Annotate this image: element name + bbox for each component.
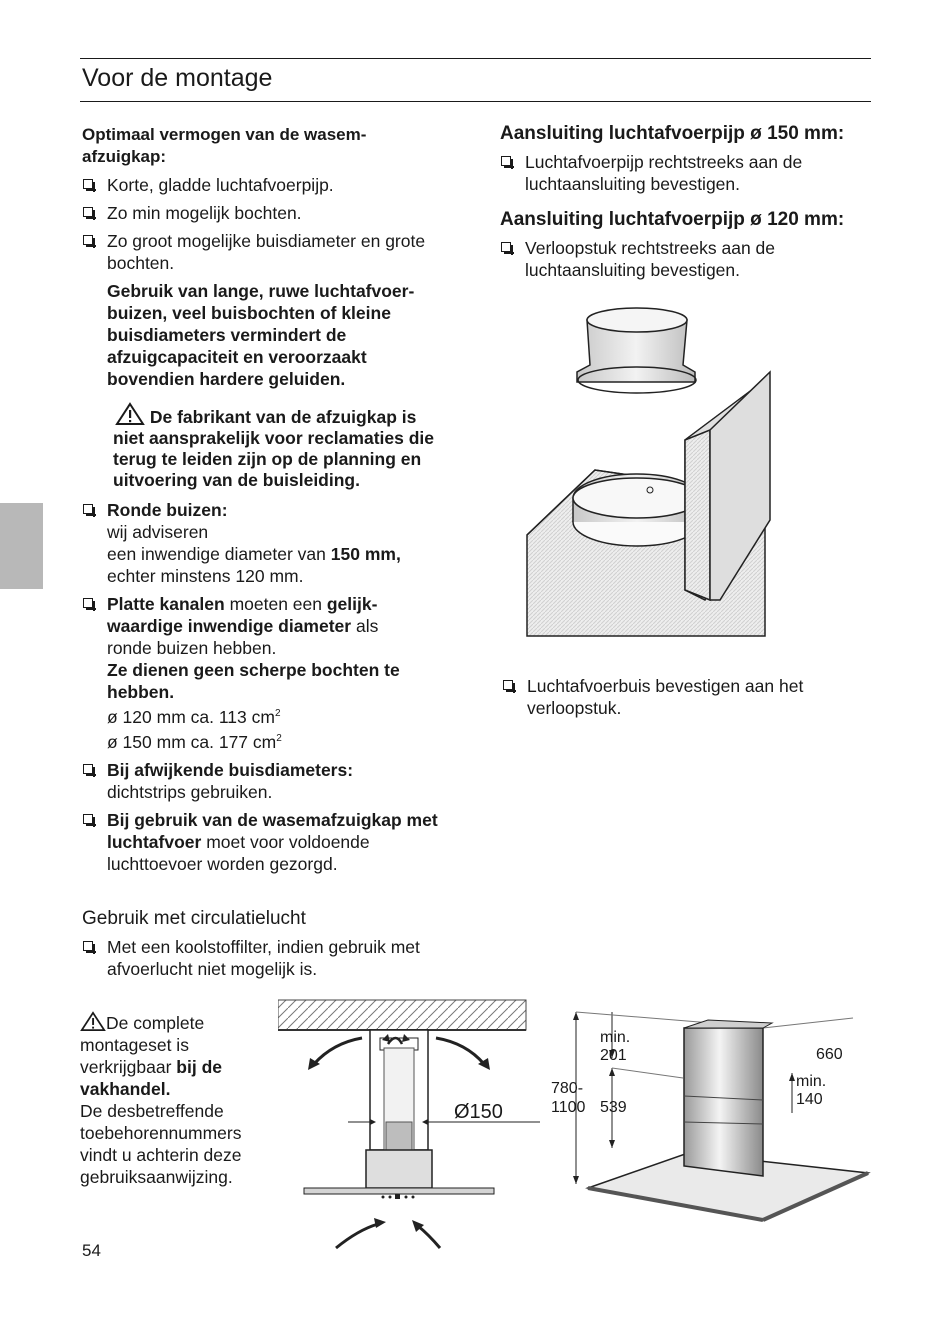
- list-item: Met een koolstoffilter, indien gebruik met afvoerlucht niet mogelijk is.: [82, 936, 462, 980]
- section-tab: [0, 503, 43, 589]
- checkbox-bullet-icon: [83, 764, 93, 774]
- montageset-note: De complete montageset is verkrijgbaar bij de vakhandel. De desbetreffende toebehorennummers vindt u achterin deze gebruiksaanwijzing.: [80, 1013, 242, 1187]
- list-item: Luchtafvoerpijp rechtstreeks aan de luchtaansluiting bevestigen.: [500, 151, 872, 195]
- top-rule: [80, 58, 871, 59]
- warning-icon: [80, 1011, 106, 1032]
- heading-120: Aansluiting luchtafvoerpijp ø 120 mm:: [500, 209, 845, 230]
- dim-min140-b: 140: [796, 1091, 823, 1108]
- heading-150: Aansluiting luchtafvoerpijp ø 150 mm:: [500, 123, 845, 144]
- checkbox-bullet-icon: [83, 941, 93, 951]
- left-column: [82, 124, 452, 875]
- checkbox-bullet-icon: [83, 207, 93, 217]
- dim-780: 780-: [551, 1080, 584, 1097]
- checkbox-bullet-icon: [83, 179, 93, 189]
- right-column: [500, 123, 872, 281]
- checkbox-bullet-icon: [83, 814, 93, 824]
- warning-icon: [115, 402, 145, 426]
- list-item: Platte kanalen moeten een gelijk-waardige inwendige diameter als ronde buizen hebben. Ze dienen geen scherpe bochten te hebben. ø 120 mm ca. 113 $cm^2$ ø 150 mm ca. 177 $cm^2$: [82, 593, 427, 753]
- list-item: Zo groot mogelijke buisdiameter en grote bochten.: [82, 230, 452, 274]
- dim-660: 660: [816, 1046, 843, 1063]
- list-item: Ronde buizen: wij adviseren een inwendige diameter van 150 mm, echter minstens 120 mm.: [82, 499, 452, 587]
- list-item: Bij gebruik van de wasemafzuigkap met luchtafvoer moet voor voldoende luchttoevoer worden gezorgd.: [82, 809, 447, 875]
- dim-min201-b: 201: [600, 1047, 627, 1064]
- warning-note: De fabrikant van de afzuigkap is niet aansprakelijk voor reclamaties die terug te leiden zijn op de planning en uitvoering van de buisleiding.: [113, 402, 445, 491]
- list-item: Verloopstuk rechtstreeks aan de luchtaansluiting bevestigen.: [500, 237, 872, 281]
- title-rule: [80, 101, 871, 102]
- page-title: Voor de montage: [82, 64, 273, 92]
- optimal-heading: Optimaal vermogen van de wasem- afzuigkap:: [82, 125, 367, 166]
- dimension-drawing: [548, 998, 878, 1238]
- checkbox-bullet-icon: [501, 156, 511, 166]
- list-item: Bij afwijkende buisdiameters: dichtstrips gebruiken.: [82, 759, 452, 803]
- checkbox-bullet-icon: [83, 504, 93, 514]
- dim-min201-a: min.: [600, 1029, 631, 1046]
- checkbox-bullet-icon: [503, 680, 513, 690]
- diameter-label: Ø150: [454, 1101, 503, 1123]
- checkbox-bullet-icon: [83, 598, 93, 608]
- circulation-section: [82, 908, 462, 980]
- dim-1100: 1100: [551, 1099, 586, 1116]
- circulation-diagram: [278, 998, 548, 1250]
- list-item: Korte, gladde luchtafvoerpijp.: [82, 174, 452, 196]
- checkbox-bullet-icon: [83, 235, 93, 245]
- list-item: Luchtafvoerbuis bevestigen aan het verloopstuk.: [502, 675, 874, 719]
- bold-note: Gebruik van lange, ruwe luchtafvoer-buizen, veel buisbochten of kleine buisdiameters vermindert de afzuigcapaciteit en veroorzaakt bovendien hardere geluiden.: [107, 281, 415, 389]
- circulation-heading: Gebruik met circulatielucht: [82, 908, 306, 929]
- dim-539: 539: [600, 1099, 627, 1116]
- reducer-illustration: [525, 300, 775, 640]
- checkbox-bullet-icon: [501, 242, 511, 252]
- list-item: Zo min mogelijk bochten.: [82, 202, 452, 224]
- page-number: 54: [82, 1241, 101, 1260]
- dim-min140-a: min.: [796, 1073, 827, 1090]
- after-list: [502, 675, 874, 719]
